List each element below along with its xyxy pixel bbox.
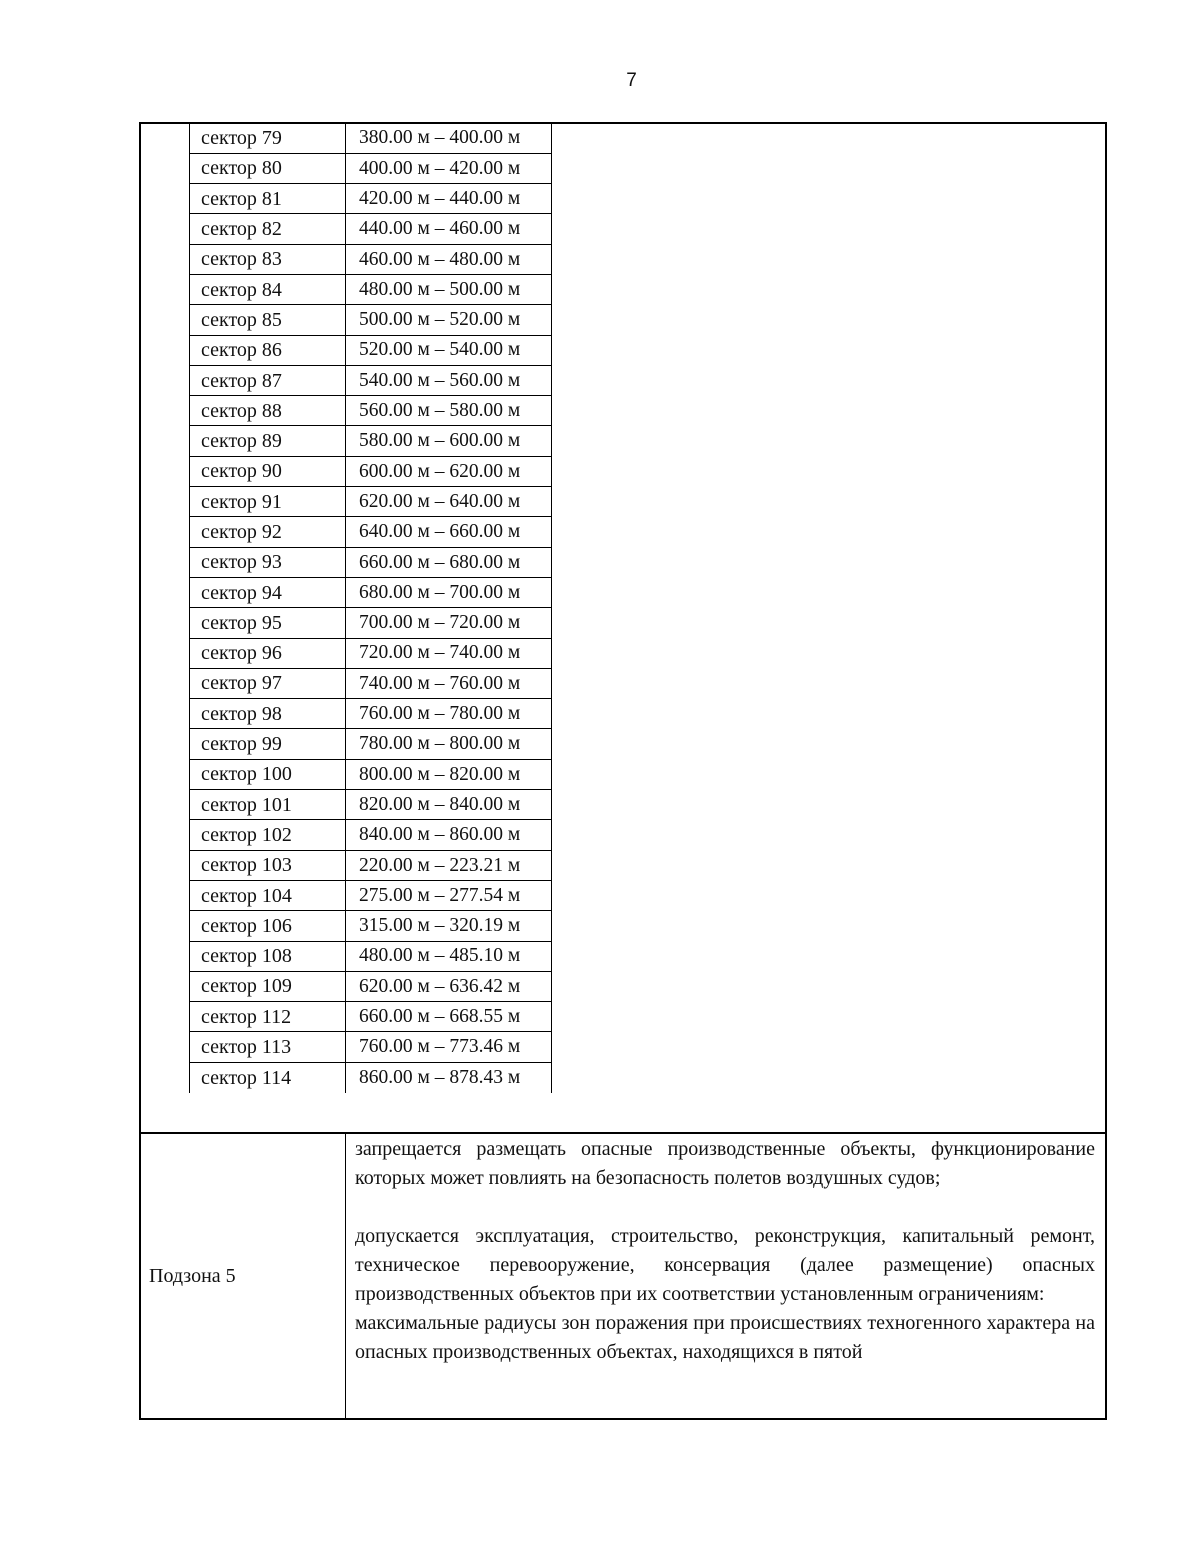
- sector-range: 860.00 м – 878.43 м: [346, 1062, 552, 1092]
- sector-table: [189, 123, 552, 1093]
- sector-range: 820.00 м – 840.00 м: [346, 790, 552, 820]
- sector-range: 780.00 м – 800.00 м: [346, 729, 552, 759]
- sector-range: 560.00 м – 580.00 м: [346, 396, 552, 426]
- sector-row: [190, 123, 552, 153]
- sector-row: [190, 971, 552, 1001]
- sector-row: [190, 668, 552, 698]
- page-number: 7: [626, 70, 637, 91]
- sector-row: [190, 244, 552, 274]
- sector-range: 840.00 м – 860.00 м: [346, 820, 552, 850]
- sector-range: 220.00 м – 223.21 м: [346, 850, 552, 880]
- sector-range: 460.00 м – 480.00 м: [346, 244, 552, 274]
- sector-row: [190, 941, 552, 971]
- sector-range: 740.00 м – 760.00 м: [346, 668, 552, 698]
- sector-name: сектор 106: [190, 911, 346, 941]
- sector-range: 700.00 м – 720.00 м: [346, 608, 552, 638]
- sector-row: [190, 1032, 552, 1062]
- sector-row: [190, 487, 552, 517]
- sector-name: сектор 81: [190, 184, 346, 214]
- sector-name: сектор 90: [190, 456, 346, 486]
- sector-row: [190, 335, 552, 365]
- sector-name: сектор 86: [190, 335, 346, 365]
- sector-row: [190, 305, 552, 335]
- sector-name: сектор 102: [190, 820, 346, 850]
- sector-row: [190, 396, 552, 426]
- sector-range: 760.00 м – 773.46 м: [346, 1032, 552, 1062]
- sector-name: сектор 113: [190, 1032, 346, 1062]
- sector-row: [190, 759, 552, 789]
- sector-range: 760.00 м – 780.00 м: [346, 699, 552, 729]
- subzone-label: Подзона 5: [149, 1265, 236, 1287]
- sector-name: сектор 79: [190, 123, 346, 153]
- sector-row: [190, 153, 552, 183]
- sector-row: [190, 638, 552, 668]
- sector-name: сектор 98: [190, 699, 346, 729]
- sector-row: [190, 426, 552, 456]
- sector-name: сектор 97: [190, 668, 346, 698]
- sector-name: сектор 99: [190, 729, 346, 759]
- sector-range: 480.00 м – 500.00 м: [346, 274, 552, 304]
- sector-range: 440.00 м – 460.00 м: [346, 214, 552, 244]
- sector-row: [190, 577, 552, 607]
- sector-range: 660.00 м – 668.55 м: [346, 1002, 552, 1032]
- sector-name: сектор 87: [190, 365, 346, 395]
- column-divider: [345, 1133, 346, 1420]
- sector-row: [190, 184, 552, 214]
- sector-range: 640.00 м – 660.00 м: [346, 517, 552, 547]
- sector-name: сектор 88: [190, 396, 346, 426]
- restriction-paragraph: допускается эксплуатация, строительство, реконструкция, капитальный ремонт, техническое перевооружение, консервация (далее размещение) опасных производственных объектов при их соответствии установленным ограничениям:: [355, 1225, 1095, 1305]
- subzone-restrictions: [355, 1135, 1095, 1367]
- sector-row: [190, 850, 552, 880]
- sector-row: [190, 547, 552, 577]
- sector-name: сектор 82: [190, 214, 346, 244]
- sector-row: [190, 517, 552, 547]
- sector-range: 480.00 м – 485.10 м: [346, 941, 552, 971]
- sector-name: сектор 112: [190, 1002, 346, 1032]
- sector-range: 620.00 м – 640.00 м: [346, 487, 552, 517]
- sector-name: сектор 85: [190, 305, 346, 335]
- restriction-paragraph: максимальные радиусы зон поражения при происшествиях техногенного характера на опасных производственных объектах, находящихся в пятой: [355, 1312, 1095, 1363]
- sector-name: сектор 84: [190, 274, 346, 304]
- sector-row: [190, 456, 552, 486]
- sector-name: сектор 94: [190, 577, 346, 607]
- sector-range: 580.00 м – 600.00 м: [346, 426, 552, 456]
- sector-row: [190, 214, 552, 244]
- sector-row: [190, 365, 552, 395]
- row-divider: [139, 1132, 1107, 1134]
- sector-name: сектор 100: [190, 759, 346, 789]
- sector-range: 315.00 м – 320.19 м: [346, 911, 552, 941]
- sector-row: [190, 699, 552, 729]
- sector-name: сектор 109: [190, 971, 346, 1001]
- sector-range: 620.00 м – 636.42 м: [346, 971, 552, 1001]
- sector-row: [190, 274, 552, 304]
- sector-range: 600.00 м – 620.00 м: [346, 456, 552, 486]
- sector-range: 680.00 м – 700.00 м: [346, 577, 552, 607]
- sector-row: [190, 820, 552, 850]
- sector-range: 540.00 м – 560.00 м: [346, 365, 552, 395]
- sector-name: сектор 93: [190, 547, 346, 577]
- sector-name: сектор 103: [190, 850, 346, 880]
- sector-range: 800.00 м – 820.00 м: [346, 759, 552, 789]
- sector-name: сектор 83: [190, 244, 346, 274]
- sector-row: [190, 1002, 552, 1032]
- sector-range: 520.00 м – 540.00 м: [346, 335, 552, 365]
- sector-range: 380.00 м – 400.00 м: [346, 123, 552, 153]
- sector-range: 400.00 м – 420.00 м: [346, 153, 552, 183]
- sector-name: сектор 104: [190, 880, 346, 910]
- sector-name: сектор 91: [190, 487, 346, 517]
- sector-row: [190, 790, 552, 820]
- sector-range: 660.00 м – 680.00 м: [346, 547, 552, 577]
- sector-row: [190, 911, 552, 941]
- sector-range: 500.00 м – 520.00 м: [346, 305, 552, 335]
- sector-range: 720.00 м – 740.00 м: [346, 638, 552, 668]
- sector-name: сектор 92: [190, 517, 346, 547]
- sector-row: [190, 880, 552, 910]
- sector-name: сектор 96: [190, 638, 346, 668]
- sector-name: сектор 101: [190, 790, 346, 820]
- sector-name: сектор 89: [190, 426, 346, 456]
- sector-range: 420.00 м – 440.00 м: [346, 184, 552, 214]
- sector-row: [190, 608, 552, 638]
- restriction-paragraph: запрещается размещать опасные производственные объекты, функционирование которых может повлиять на безопасность полетов воздушных судов;: [355, 1138, 1095, 1189]
- sector-range: 275.00 м – 277.54 м: [346, 880, 552, 910]
- sector-row: [190, 1062, 552, 1092]
- sector-name: сектор 95: [190, 608, 346, 638]
- sector-name: сектор 108: [190, 941, 346, 971]
- sector-name: сектор 114: [190, 1062, 346, 1092]
- sector-name: сектор 80: [190, 153, 346, 183]
- sector-row: [190, 729, 552, 759]
